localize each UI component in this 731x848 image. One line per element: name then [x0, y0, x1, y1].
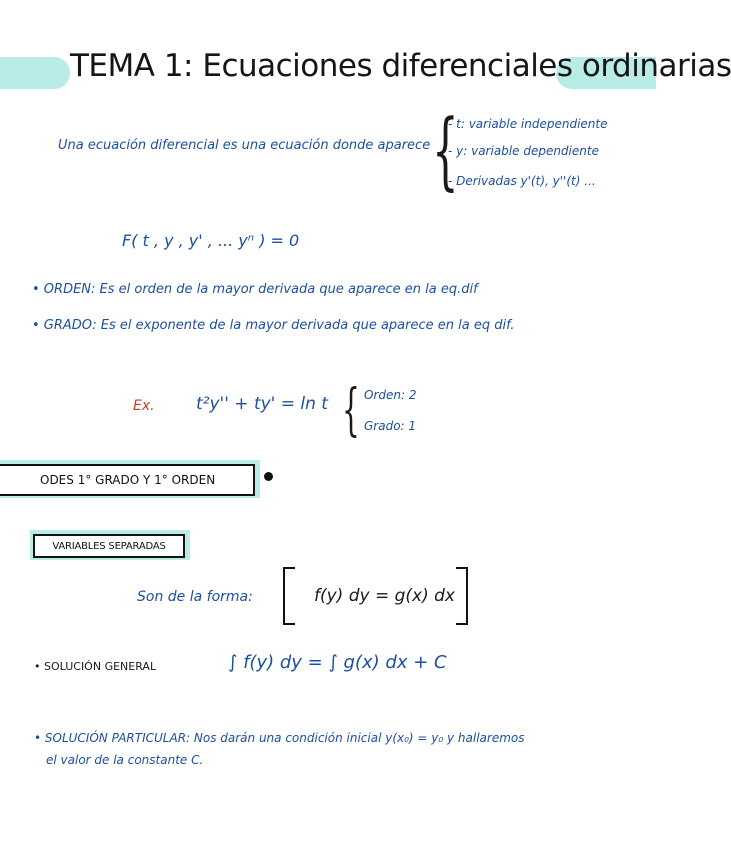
solucion-general-equation: ∫ f(y) dy = ∫ g(x) dx + C: [228, 652, 447, 673]
definition-item-3: - Derivadas y'(t), y''(t) ...: [448, 174, 596, 188]
forma-bracket-left: [283, 567, 295, 625]
page-title: TEMA 1: Ecuaciones diferenciales ordinarias: [70, 48, 731, 84]
forma-label: Son de la forma:: [137, 589, 253, 605]
forma-equation: f(y) dy = g(x) dx: [314, 586, 455, 606]
forma-bracket-right: [456, 567, 468, 625]
orden-definition: • ORDEN: Es el orden de la mayor derivada que aparece en la eq.dif: [32, 282, 478, 297]
odes-heading-box: [0, 464, 255, 496]
example-label: Ex.: [133, 398, 155, 414]
variables-heading-box: [33, 534, 185, 558]
example-orden: Orden: 2: [364, 388, 417, 402]
example-equation: t²y'' + ty' = ln t: [196, 394, 328, 414]
definition-text: Una ecuación diferencial es una ecuación donde aparece: [58, 138, 431, 153]
general-form-formula: F( t , y , y' , ... yⁿ ) = 0: [122, 231, 300, 250]
definition-item-1: - t: variable independiente: [448, 117, 608, 131]
example-grado: Grado: 1: [364, 419, 417, 433]
odes-heading: ODES 1° GRADO Y 1° ORDEN: [40, 473, 216, 487]
solucion-particular-line-1: • SOLUCIÓN PARTICULAR: Nos darán una condición inicial y(x₀) = y₀ y hallaremos: [34, 731, 525, 745]
definition-brace: {: [432, 101, 459, 199]
grado-definition: • GRADO: Es el exponente de la mayor derivada que aparece en la eq dif.: [32, 318, 515, 333]
solucion-particular-line-2: el valor de la constante C.: [46, 753, 204, 767]
variables-heading: VARIABLES SEPARADAS: [52, 540, 166, 552]
title-highlight-left: [0, 57, 70, 89]
example-brace: {: [342, 378, 360, 443]
bullet-dot: [264, 472, 273, 481]
solucion-general-label: • SOLUCIÓN GENERAL: [34, 660, 157, 673]
definition-item-2: - y: variable dependiente: [448, 144, 599, 158]
